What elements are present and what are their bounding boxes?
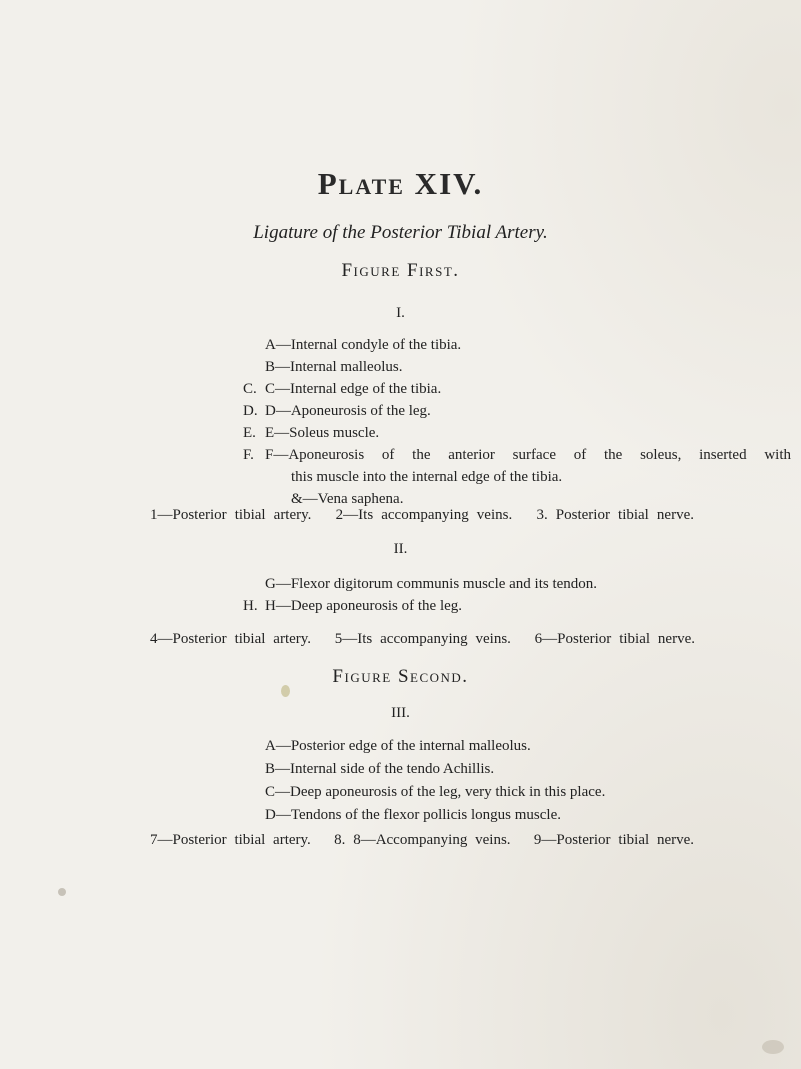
legend-item: C—Internal edge of the tibia. xyxy=(265,381,442,397)
legend-item-prefix: C. xyxy=(243,381,257,397)
plate-title: Plate XIV. xyxy=(317,166,484,201)
vessels-line-one: 1—Posterior tibial artery. 2—Its accompanying veins. 3. Posterior tibial nerve. xyxy=(150,507,694,523)
legend-item: B—Internal side of the tendo Achillis. xyxy=(265,761,495,777)
legend-item: B—Internal malleolus. xyxy=(265,359,403,375)
figure-second-heading: Figure Second. xyxy=(332,666,469,687)
legend-item-prefix: F. xyxy=(243,447,254,463)
vessels-line-three: 7—Posterior tibial artery. 8. 8—Accompanying veins. 9—Posterior tibial nerve. xyxy=(150,832,694,848)
section-one-numeral: I. xyxy=(396,305,405,321)
figure-first-heading: Figure First. xyxy=(341,260,460,281)
legend-item: H—Deep aponeurosis of the leg. xyxy=(265,598,463,614)
vessels-line-two: 4—Posterior tibial artery. 5—Its accompanying veins. 6—Posterior tibial nerve. xyxy=(150,631,695,647)
legend-item: G—Flexor digitorum communis muscle and its tendon. xyxy=(265,576,598,592)
section-three-numeral: III. xyxy=(391,705,410,721)
legend-item: E—Soleus muscle. xyxy=(265,425,380,441)
section-two-numeral: II. xyxy=(393,541,408,557)
legend-item: D—Aponeurosis of the leg. xyxy=(265,403,431,419)
legend-item: F—Aponeurosis of the anterior surface of the soleus, inserted with xyxy=(265,447,791,463)
legend-item: A—Internal condyle of the tibia. xyxy=(265,337,462,353)
legend-item-prefix: D. xyxy=(243,403,258,419)
legend-item-prefix: H. xyxy=(243,598,258,614)
legend-item: this muscle into the internal edge of the tibia. xyxy=(291,469,563,485)
legend-item: D—Tendons of the flexor pollicis longus muscle. xyxy=(265,807,561,823)
paper-stain xyxy=(58,888,66,896)
legend-item: A—Posterior edge of the internal malleolus. xyxy=(265,738,531,754)
legend-item-prefix: E. xyxy=(243,425,256,441)
paper-stain xyxy=(762,1040,784,1054)
legend-item: C—Deep aponeurosis of the leg, very thick in this place. xyxy=(265,784,606,800)
document-subtitle: Ligature of the Posterior Tibial Artery. xyxy=(253,222,548,243)
legend-item: &—Vena saphena. xyxy=(291,491,404,507)
